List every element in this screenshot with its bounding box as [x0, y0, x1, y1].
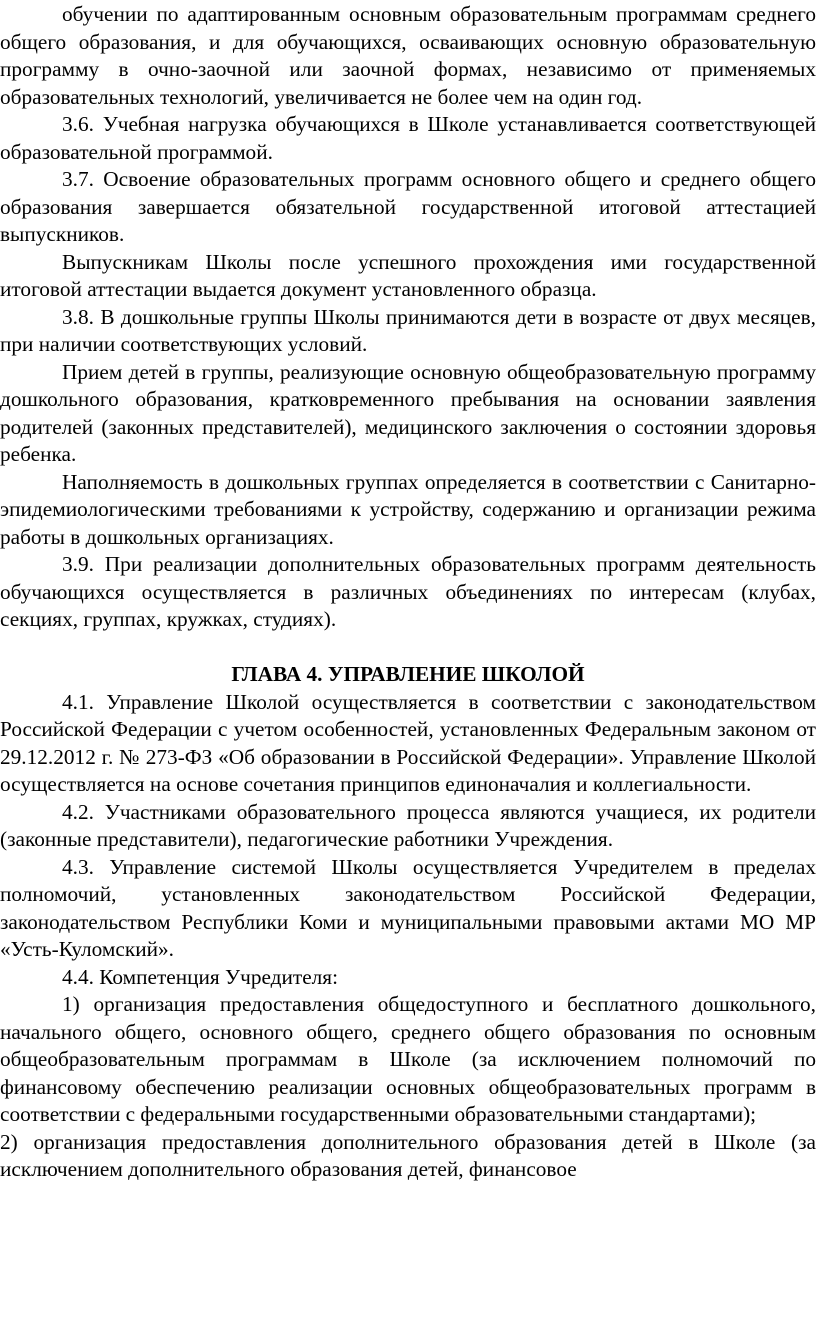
paragraph-4-2: 4.2. Участниками образовательного процесса являются учащиеся, их родители (законные представители), педагогические работники Учреждения.	[0, 799, 816, 851]
paragraph-3-8: 3.8. В дошкольные группы Школы принимаются дети в возрасте от двух месяцев, при наличии соответствующих условий.	[0, 304, 816, 356]
paragraph-3-8-admission: Прием детей в группы, реализующие основную общеобразовательную программу дошкольного образования, кратковременного пребывания на основании заявления родителей (законных представителей), медицинского заключения о состоянии здоровья ребенка.	[0, 359, 816, 466]
paragraph-3-7-graduates: Выпускникам Школы после успешного прохождения ими государственной итоговой аттестации выдается документ установленного образца.	[0, 249, 816, 301]
paragraph-3-7: 3.7. Освоение образовательных программ основного общего и среднего общего образования завершается обязательной государственной итоговой аттестацией выпускников.	[0, 167, 816, 246]
paragraph-4-3: 4.3. Управление системой Школы осуществляется Учредителем в пределах полномочий, установленных законодательством Российской Федерации, законодательством Республики Коми и муниципальными правовыми актами МО МР «Усть-Куломский».	[0, 854, 816, 961]
paragraph-3-6: 3.6. Учебная нагрузка обучающихся в Школе устанавливается соответствующей образовательной программой.	[0, 112, 816, 164]
paragraph-4-4: 4.4. Компетенция Учредителя:	[62, 964, 338, 989]
paragraph-4-1: 4.1. Управление Школой осуществляется в соответствии с законодательством Российской Федерации с учетом особенностей, установленных Федеральным законом от 29.12.2012 г. № 273-ФЗ «Об образовании в Российской Федерации». Управление Школой осуществляется на основе сочетания принципов единоначалия и коллегиальности.	[0, 689, 816, 796]
paragraph-4-4-item-1: 1) организация предоставления общедоступного и бесплатного дошкольного, начального общего, основного общего, среднего общего образования по основным общеобразовательным программам в Школе (за исключением полномочий по финансовому обеспечению реализации основных общеобразовательных программ в соответствии с федеральными государственными образовательными стандартами);	[0, 992, 816, 1126]
paragraph-continuation: обучении по адаптированным основным образовательным программам среднего общего образования, и для обучающихся, осваивающих основную образовательную программу в очно-заочной или заочной формах, независимо от применяемых образовательных технологий, увеличивается не более чем на один год.	[0, 2, 816, 109]
paragraph-4-4-item-2: 2) организация предоставления дополнительного образования детей в Школе (за исключением дополнительного образования детей, финансовое	[0, 1129, 816, 1181]
section-spacer	[0, 634, 816, 662]
paragraph-3-8-occupancy: Наполняемость в дошкольных группах определяется в соответствии с Санитарно-эпидемиологическими требованиями к устройству, содержанию и организации режима работы в дошкольных организациях.	[0, 469, 816, 549]
chapter-heading: ГЛАВА 4. УПРАВЛЕНИЕ ШКОЛОЙ	[231, 662, 585, 686]
paragraph-3-9: 3.9. При реализации дополнительных образовательных программ деятельность обучающихся осуществляется в различных объединениях по интересам (клубах, секциях, группах, кружках, студиях).	[0, 552, 816, 631]
